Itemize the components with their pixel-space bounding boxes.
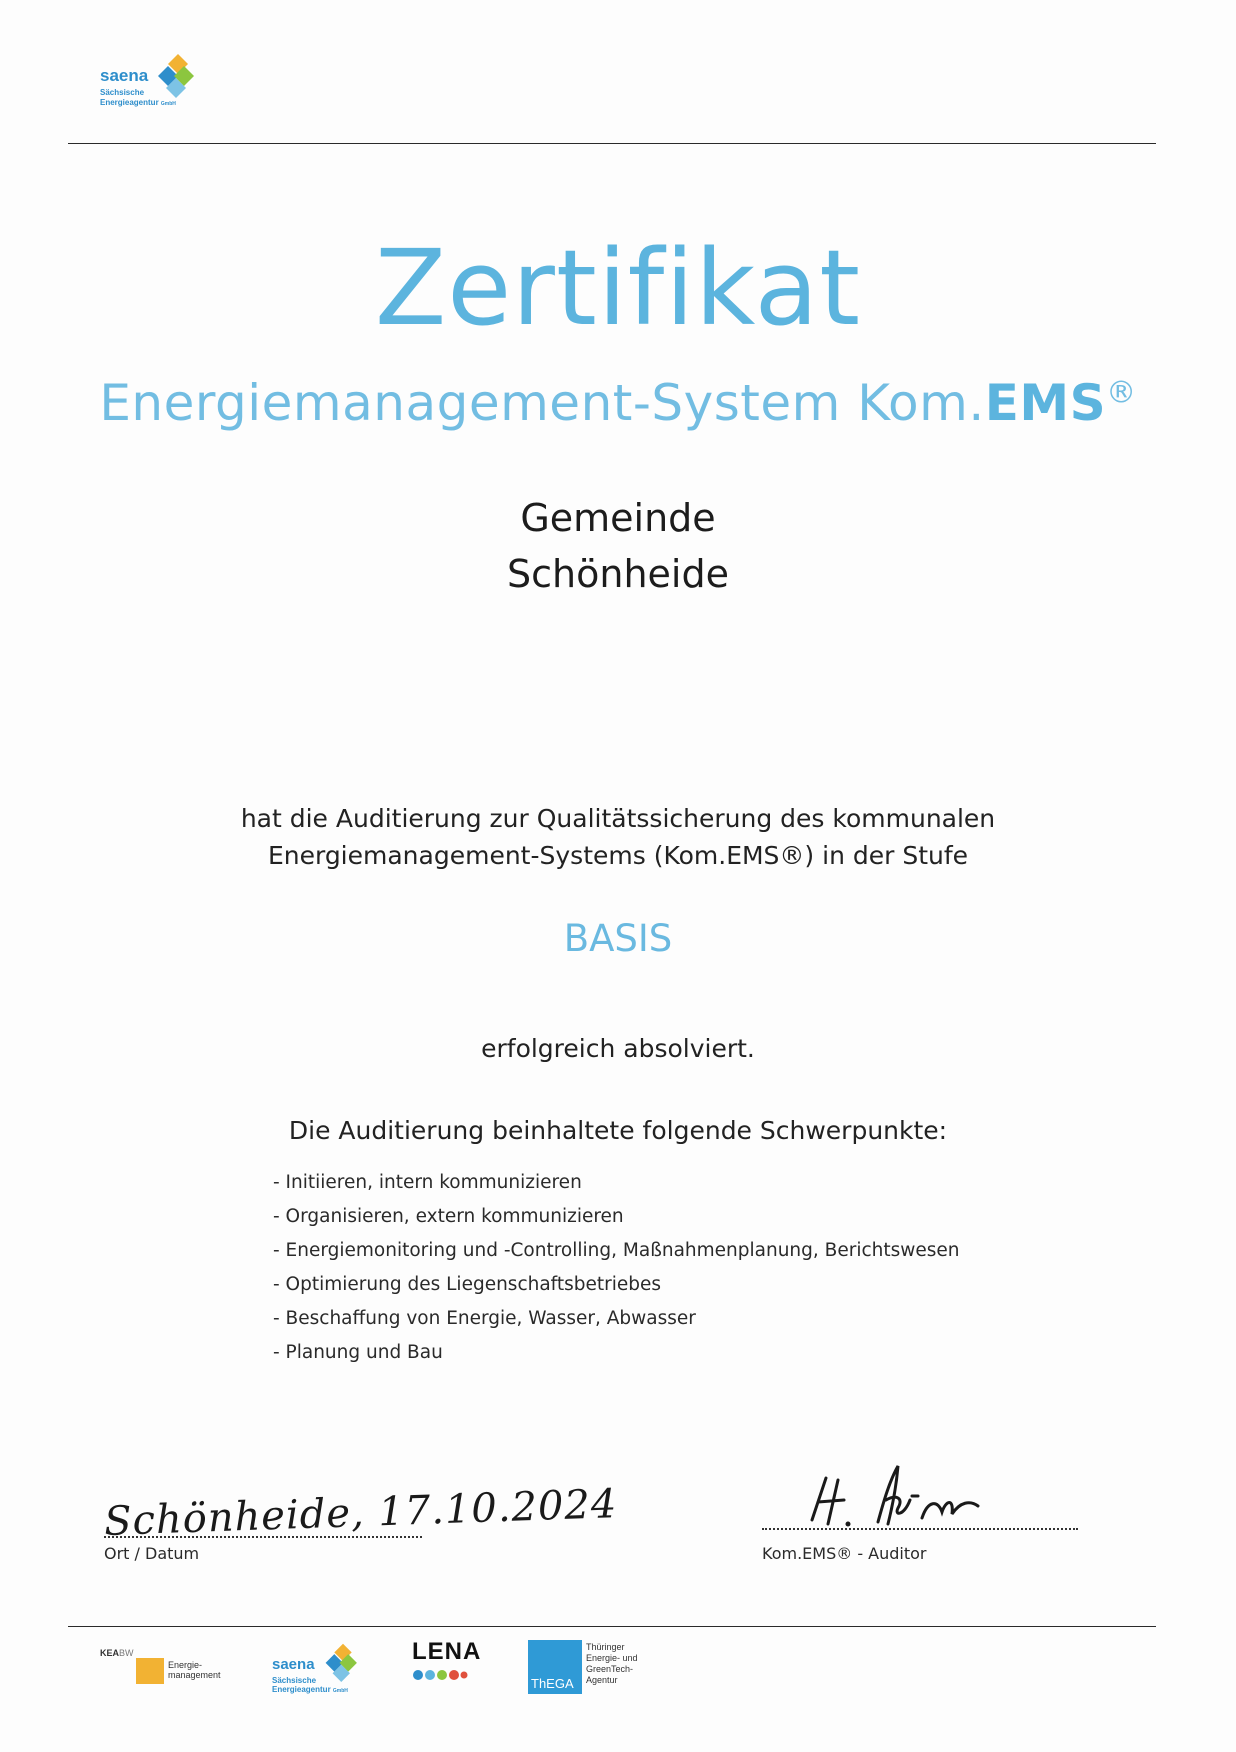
place-date-label: Ort / Datum: [104, 1544, 200, 1563]
footer-saena-line2-text: Energieagentur: [272, 1685, 331, 1694]
thega-text-line4: Agentur: [586, 1675, 618, 1685]
footer-saena-name: saena: [272, 1656, 315, 1673]
kea-logo-name: [100, 1648, 134, 1658]
footer-saena-logo: [272, 1642, 382, 1696]
saena-logo-line1: Sächsische: [100, 88, 145, 97]
description-line1: hat die Auditierung zur Qualitätssicherung des kommunalen: [240, 804, 996, 833]
lena-logo: [410, 1638, 482, 1698]
top-divider: [68, 143, 1156, 144]
thega-text-line3: GreenTech-: [586, 1664, 634, 1674]
auditor-line: [762, 1528, 1078, 1530]
kea-logo-text: Energie- management: [168, 1660, 221, 1680]
thega-logo: [528, 1640, 658, 1696]
list-item: - Initiieren, intern kommunizieren: [273, 1172, 582, 1193]
subtitle-registered-mark: ®: [1106, 375, 1137, 411]
level-badge: BASIS: [563, 917, 673, 960]
focus-heading: Die Auditierung beinhaltete folgende Schwerpunkte:: [288, 1116, 948, 1145]
kea-logo-name-text: KEA: [100, 1648, 120, 1658]
saena-logo-line2-text: Energieagentur: [100, 98, 159, 107]
place-date-line: [104, 1536, 422, 1538]
closing-text: erfolgreich absolviert.: [481, 1034, 755, 1063]
certificate-title: Zertifikat: [374, 227, 862, 349]
saena-diamond-icon: [154, 52, 202, 98]
thega-logo-text: [586, 1642, 638, 1686]
lena-logo-name: LENA: [412, 1638, 482, 1665]
thega-text-line1: Thüringer: [586, 1642, 625, 1652]
saena-logo: [100, 52, 210, 114]
certificate-subtitle: [0, 374, 1236, 432]
description-line2: Energiemanagement-Systems (Kom.EMS®) in der Stufe: [267, 841, 969, 870]
recipient-line1: Gemeinde: [520, 496, 716, 540]
footer-saena-diamond-icon: [322, 1642, 364, 1682]
list-item: - Planung und Bau: [273, 1342, 443, 1363]
lena-circles-icon: [412, 1668, 468, 1682]
bottom-divider: [68, 1626, 1156, 1627]
description: [0, 800, 1236, 874]
list-item: - Beschaffung von Energie, Wasser, Abwasser: [273, 1308, 696, 1329]
subtitle-prefix: Energiemanagement-System: [99, 374, 858, 432]
footer-saena-line1: Sächsische: [272, 1676, 317, 1685]
subtitle-brand-ems: EMS: [984, 374, 1107, 432]
list-item: - Organisieren, extern kommunizieren: [273, 1206, 624, 1227]
list-item: - Energiemonitoring und -Controlling, Maßnahmenplanung, Berichtswesen: [273, 1240, 960, 1261]
thega-logo-name: ThEGA: [531, 1676, 574, 1691]
saena-logo-suffix: GmbH: [160, 101, 176, 107]
kea-icon: [136, 1658, 164, 1684]
kea-logo: [100, 1648, 230, 1688]
subtitle-brand-kom: Kom.: [857, 374, 985, 432]
list-item: - Optimierung des Liegenschaftsbetriebes: [273, 1274, 662, 1295]
thega-text-line2: Energie- und: [586, 1653, 638, 1663]
recipient: [0, 490, 1236, 602]
kea-logo-name-suffix: BW: [119, 1648, 134, 1658]
thega-icon: [528, 1640, 582, 1694]
place-date-handwritten: Schönheide, 17.10.2024: [103, 1481, 619, 1545]
recipient-line2: Schönheide: [507, 552, 729, 596]
saena-logo-line2: [100, 98, 176, 109]
footer-saena-line2: [272, 1685, 348, 1696]
saena-logo-name: saena: [100, 66, 149, 85]
auditor-label: Kom.EMS® - Auditor: [762, 1544, 927, 1563]
footer-saena-suffix: GmbH: [332, 1688, 348, 1694]
focus-list: [273, 1166, 960, 1370]
